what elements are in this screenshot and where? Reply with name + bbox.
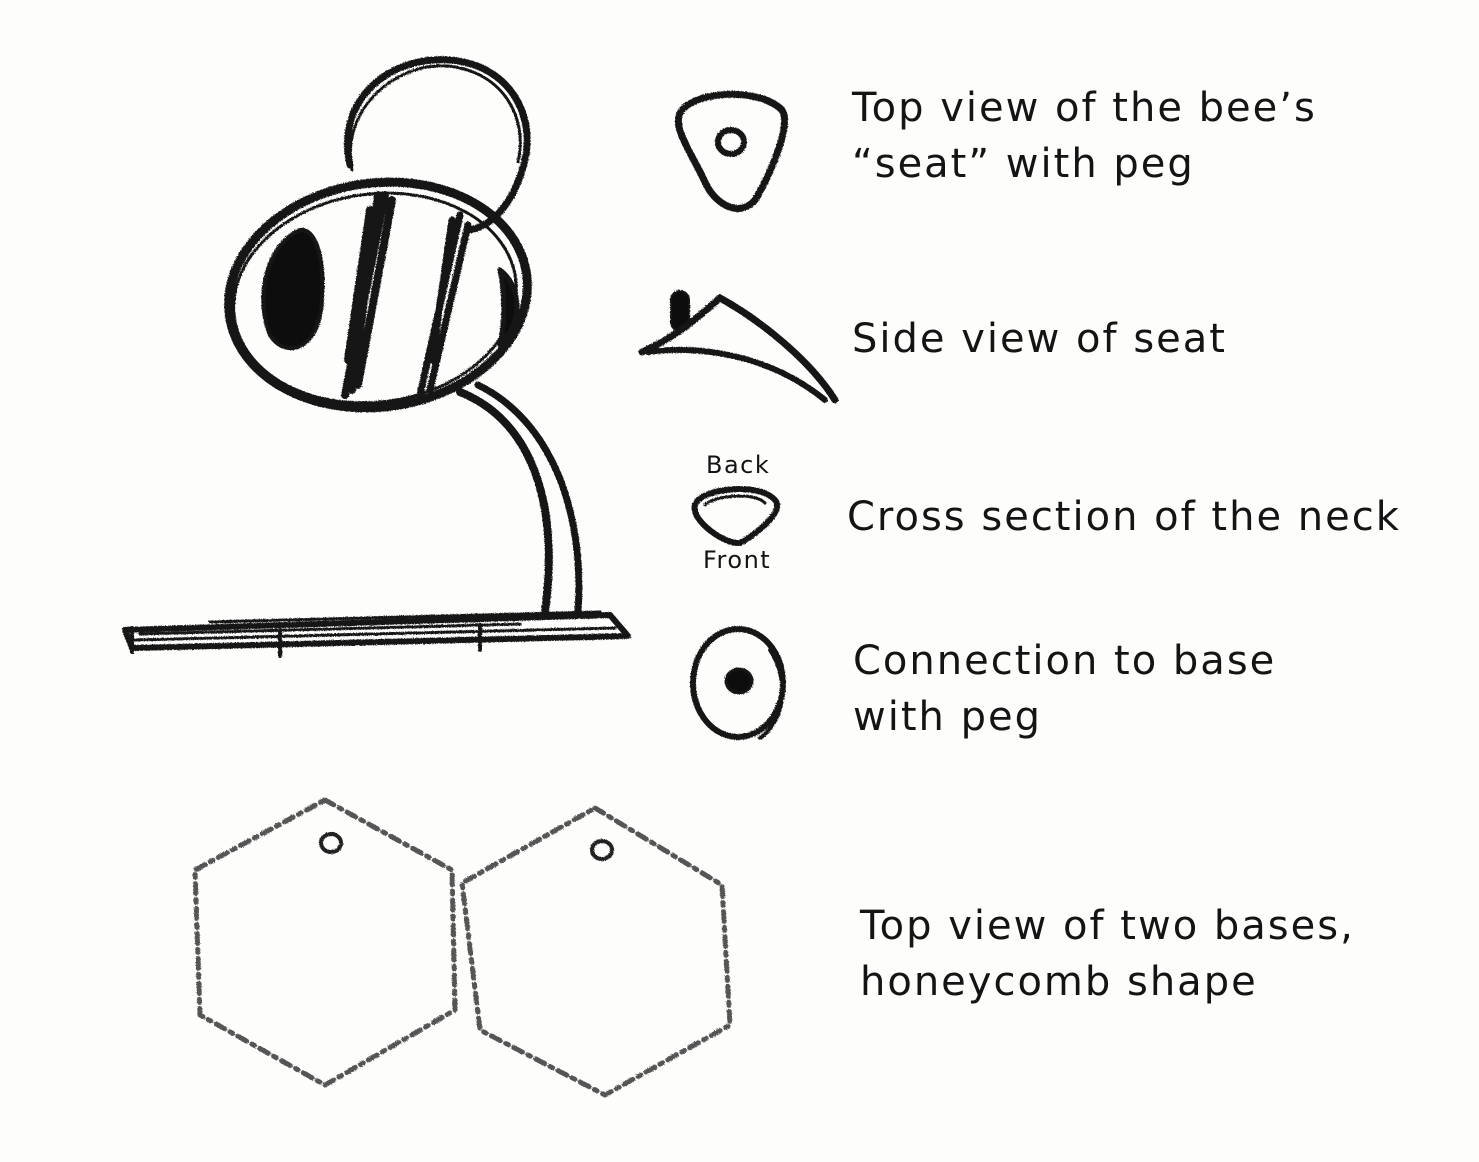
bee-stripe-1 — [345, 195, 392, 395]
connection-caption — [853, 633, 1276, 745]
seat-peg-hole-icon — [718, 130, 744, 154]
neck-cross-section-sketch — [695, 489, 777, 543]
base-2-peg-hole-icon — [592, 841, 612, 859]
connection-caption-line-1: Connection to base — [853, 638, 1277, 684]
bee-head-shading — [263, 230, 322, 348]
bases-caption-line-1: Top view of two bases, — [860, 903, 1355, 949]
base-hexagon-1 — [195, 800, 455, 1085]
bases-caption-line-2: honeycomb shape — [860, 959, 1258, 1005]
bee-neck — [460, 392, 549, 612]
connection-caption-line-2: with peg — [853, 694, 1042, 740]
bases-caption — [860, 898, 1355, 1010]
bee-side-view — [125, 60, 628, 656]
seat-top-view-caption-line-1: Top view of the bee’s — [852, 85, 1317, 131]
seat-side-view-sketch — [642, 291, 835, 400]
neck-front-label: Front — [703, 546, 772, 574]
base-hexagon-2 — [462, 808, 730, 1095]
seat-top-view-sketch — [678, 94, 784, 208]
seat-side-view-caption: Side view of seat — [852, 316, 1227, 362]
base-1-peg-hole-icon — [321, 834, 341, 852]
connection-peg-icon — [726, 669, 752, 693]
neck-cross-section-caption: Cross section of the neck — [847, 494, 1401, 540]
seat-top-view-caption — [852, 80, 1317, 192]
bee-stripe-2 — [420, 215, 468, 395]
seat-top-view-caption-line-2: “seat” with peg — [852, 141, 1195, 187]
neck-back-label: Back — [706, 451, 771, 479]
connection-to-base-sketch — [693, 629, 783, 738]
honeycomb-bases-sketch — [195, 800, 730, 1095]
